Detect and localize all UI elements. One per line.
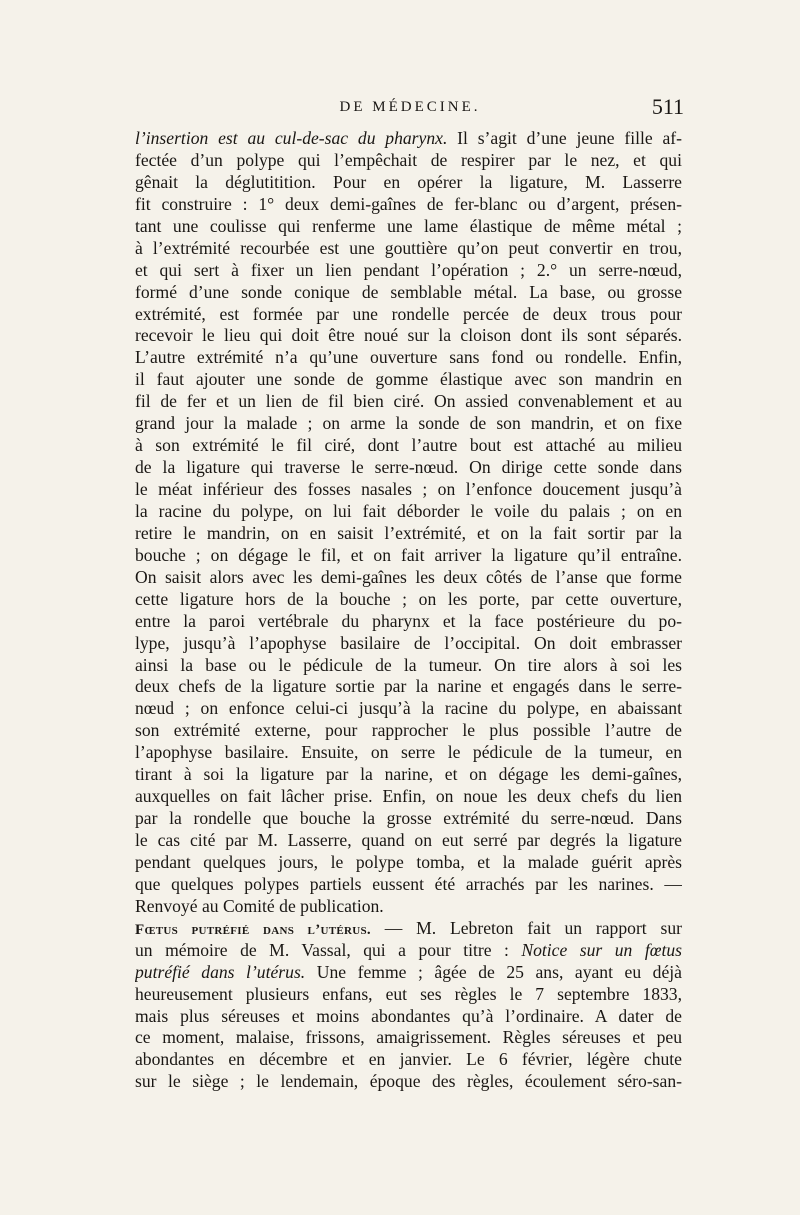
text-line: [135, 808, 682, 830]
text-line: [135, 940, 682, 962]
text-run: que quelques polypes partiels eussent été arrachés par les narines. —: [135, 873, 682, 894]
text-line: [135, 589, 682, 611]
text-line: [135, 194, 682, 216]
text-run: mais plus séreuses et moins abondantes qu’à l’ordinaire. A dater de: [135, 1005, 682, 1026]
text-line: [135, 172, 682, 194]
text-run: fil de fer et un lien de fil bien ciré. On assied convenablement et au: [135, 391, 682, 412]
text-line: [135, 984, 682, 1006]
text-run: ce moment, malaise, frissons, amaigrissement. Règles séreuses et peu: [135, 1027, 682, 1048]
text-line: [135, 676, 682, 698]
text-line: [135, 896, 682, 918]
text-run: le méat inférieur des fosses nasales ; on l’enfonce doucement jusqu’à: [135, 479, 682, 499]
text-run: la racine du polype, on lui fait déborder le voile du palais ; on en: [135, 500, 682, 521]
text-run: — M. Lebreton fait un rapport sur: [370, 917, 682, 938]
text-run: fectée d’un polype qui l’empêchait de respirer par le nez, et qui: [135, 149, 682, 170]
text-run: par la rondelle que bouche la grosse extrémité du serre-nœud. Dans: [135, 808, 682, 829]
text-line: [135, 391, 682, 413]
page-header: [136, 94, 684, 129]
text-run: l’apophyse basilaire. Ensuite, on serre le pédicule de la tumeur, en: [135, 742, 682, 763]
text-run: à son extrémité le fil ciré, dont l’autre bout est attaché au milieu: [135, 435, 682, 456]
text-run: L’autre extrémité n’a qu’une ouverture sans fond ou rondelle. Enfin,: [135, 347, 682, 368]
text-run: auxquelles on fait lâcher prise. Enfin, on noue les deux chefs du lien: [135, 786, 682, 807]
page-number: 511: [651, 94, 684, 119]
text-line: [135, 786, 682, 808]
text-run: abondantes en décembre et en janvier. Le 6 février, légère chute: [135, 1049, 682, 1070]
text-run: et qui sert à fixer un lien pendant l’opération ; 2.° un serre-nœud,: [135, 259, 682, 280]
text-run: recevoir le lieu qui doit être noué sur la cloison dont ils sont séparés.: [135, 325, 682, 346]
text-run: tirant à soi la ligature par la narine, et on dégage les demi-gaînes,: [135, 764, 682, 785]
text-line: [135, 567, 682, 589]
text-run: fit construire : 1° deux demi-gaînes de fer-blanc ou d’argent, présen-: [135, 193, 682, 214]
text-line: [135, 1071, 682, 1093]
text-line: [135, 918, 682, 940]
text-run: le cas cité par M. Lasserre, quand on eut serré par degrés la ligature: [135, 830, 682, 850]
text-run: deux chefs de la ligature sortie par la narine et engagés dans le serre-: [135, 676, 682, 697]
text-line: [135, 128, 682, 150]
text-run: ainsi la base ou le pédicule de la tumeur. On tire alors à soi les: [135, 654, 682, 675]
text-line: [135, 655, 682, 677]
italic-text: Notice sur un fœtus: [521, 939, 682, 960]
text-line: [135, 216, 682, 238]
text-line: [135, 1027, 682, 1049]
text-run: un mémoire de M. Vassal, qui a pour titre :: [135, 939, 522, 960]
body-text: [135, 128, 682, 1093]
italic-text: putréfié dans l’utérus.: [135, 961, 306, 982]
text-run: On saisit alors avec les demi-gaînes les deux côtés de l’anse que forme: [135, 566, 682, 587]
text-line: [135, 150, 682, 172]
text-line: [135, 260, 682, 282]
text-line: [135, 852, 682, 874]
text-line: [135, 435, 682, 457]
text-line: [135, 282, 682, 304]
text-line: [135, 764, 682, 786]
text-run: pendant quelques jours, le polype tomba, et la malade guérit après: [135, 851, 682, 872]
text-run: gênait la déglutitition. Pour en opérer la ligature, M. Lasserre: [135, 171, 682, 192]
text-run: extrémité, est formée par une rondelle percée de deux trous pour: [135, 303, 682, 324]
text-line: [135, 1006, 682, 1028]
running-title: DE MÉDECINE.: [339, 99, 481, 115]
text-run: grand jour la malade ; on arme la sonde de son mandrin, et on fixe: [135, 413, 682, 434]
section-heading: Fœtus putréfié dans l’utérus.: [135, 921, 371, 938]
text-run: sur le siège ; le lendemain, époque des règles, écoulement séro-san-: [135, 1071, 682, 1092]
text-line: [135, 369, 682, 391]
text-line: [135, 1049, 682, 1071]
text-line: [135, 830, 682, 852]
text-run: à l’extrémité recourbée est une gouttière qu’on peut convertir en trou,: [135, 237, 682, 258]
text-line: [135, 545, 682, 567]
text-line: [135, 457, 682, 479]
text-line: [135, 611, 682, 633]
text-run: heureusement plusieurs enfans, eut ses règles le 7 septembre 1833,: [135, 983, 682, 1004]
italic-text: l’insertion est au cul-de-sac du pharynx.: [135, 128, 448, 148]
text-line: [135, 304, 682, 326]
text-run: entre la paroi vertébrale du pharynx et la face postérieure du po-: [135, 610, 682, 631]
text-line: [135, 413, 682, 435]
text-line: [135, 742, 682, 764]
text-line: [135, 325, 682, 347]
text-line: [135, 523, 682, 545]
text-line: [135, 479, 682, 501]
text-run: cette ligature hors de la bouche ; on les porte, par cette ouverture,: [135, 588, 682, 609]
text-run: nœud ; on enfonce celui-ci jusqu’à la racine du polype, en abaissant: [135, 698, 682, 719]
text-run: bouche ; on dégage le fil, et on fait arriver la ligature qu’il entraîne.: [135, 544, 682, 565]
text-run: son extrémité externe, pour rapprocher le plus possible l’autre de: [135, 720, 682, 741]
text-run: Une femme ; âgée de 25 ans, ayant eu déjà: [305, 961, 682, 982]
text-run: lype, jusqu’à l’apophyse basilaire de l’occipital. On doit embrasser: [135, 632, 682, 653]
text-run: de la ligature qui traverse le serre-nœud. On dirige cette sonde dans: [135, 457, 682, 478]
text-line: [135, 874, 682, 896]
text-run: retire le mandrin, on en saisit l’extrémité, et on la fait sortir par la: [135, 522, 682, 543]
text-line: [135, 962, 682, 984]
text-line: [135, 501, 682, 523]
text-line: [135, 720, 682, 742]
text-run: il faut ajouter une sonde de gomme élastique avec son mandrin en: [135, 369, 682, 390]
text-line: [135, 238, 682, 260]
text-run: Il s’agit d’une jeune fille af-: [447, 128, 682, 148]
text-run: Renvoyé au Comité de publication.: [135, 895, 384, 916]
text-run: formé d’une sonde conique de semblable métal. La base, ou grosse: [135, 281, 682, 302]
text-line: [135, 698, 682, 720]
text-line: [135, 347, 682, 369]
text-line: [135, 633, 682, 655]
text-run: tant une coulisse qui renferme une lame élastique de même métal ;: [135, 215, 682, 236]
